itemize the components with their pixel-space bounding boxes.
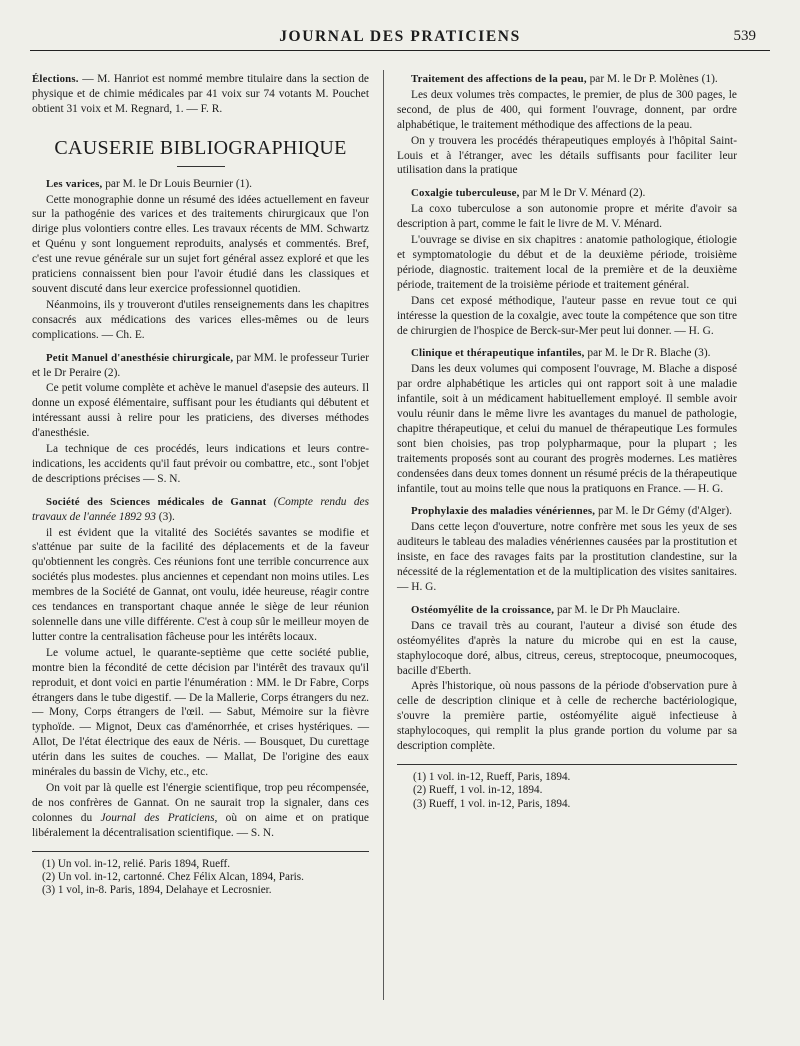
entry-coxalgie (397, 186, 737, 338)
page-number: 539 (733, 28, 756, 44)
entry-gannat (32, 495, 369, 841)
anesthesie-heading: Petit Manuel d'anesthésie chirurgicale, (46, 351, 234, 364)
footnotes-right (397, 771, 737, 811)
coxalgie-heading-line (397, 186, 737, 201)
osteomyelite-p1: Dans ce travail très au courant, l'auteur a divisé son étude des ostéomyélites d'après la nature du microbe qui en est la cause, staphylocoque doré, albus, citreus, cereus, streptocoque, pneumocoques, bacille d'Eberth. (397, 619, 737, 677)
gannat-heading-line (32, 495, 369, 525)
varices-byline: par M. le Dr Louis Beurnier (1). (102, 177, 252, 190)
entry-osteomyelite (397, 603, 737, 754)
gannat-p3-text: On voit par là quelle est l'énergie scientifique, trop peu récompensée, de nos confrères de Gannat. On ne saurait trop la signaler, dans ces colonnes du (32, 781, 369, 824)
gannat-p1: il est évident que la vitalité des Sociétés savantes se modifie et s'atténue par suite de la facilité des déplacements et de la faveur qu'obtiennent les congrès. Ces réunions font une terrible concurrence aux sociétés plus modestes. plus anciennes et cependant non moins utiles. Les membres de la Société de Gannat, ont voulu, idée heureuse, réagir contre ces tendances en transportant chaque année le siège de leur réunion solennelle dans une ville différente. C'est à coup sûr le meilleur moyen de lutter contre la centralisation fâcheuse pour les intérêts locaux. (32, 526, 369, 643)
anesthesie-p1: Ce petit volume complète et achève le manuel d'asepsie des auteurs. Il donne un exposé élémentaire, suffisant pour les étudiants qui débutent et intéressant aussi à relire pour les praticiens, des diverses méthodes d'anesthésie. (32, 382, 369, 440)
footnote-2: (2) Un vol. in-12, cartonné. Chez Félix Alcan, 1894, Paris. (42, 871, 304, 883)
infantiles-heading-line (397, 346, 737, 361)
peau-p2: On y trouvera les procédés thérapeutiques employés à l'hôpital Saint-Louis et à l'étranger, avec les détails suffisants pour faciliter leur utilisation dans la pratique (397, 134, 737, 177)
osteomyelite-p2: Après l'historique, où nous passons de la période d'observation pure à celle de description clinique et à celle de recherche bactériologique, s'ouvre la première partie, ostéomyélite aiguë infectieuse à staphylocoques, qui remplit la plus grande portion du volume par sa description complète. (397, 680, 737, 753)
gannat-p3-journal: Journal des Praticiens (100, 811, 215, 824)
osteomyelite-heading-line (397, 603, 737, 618)
coxalgie-byline: par M le Dr V. Ménard (2). (519, 187, 646, 200)
entry-prophylaxie (397, 504, 737, 594)
infantiles-byline: par M. le Dr R. Blache (3). (584, 347, 711, 360)
entry-peau (397, 72, 737, 178)
anesthesie-heading-line (32, 351, 369, 381)
prophylaxie-heading-line (397, 504, 737, 519)
varices-heading-line (32, 177, 369, 192)
entry-infantiles (397, 346, 737, 496)
footnote-1: (1) Un vol. in-12, relié. Paris 1894, Rueff. (42, 857, 231, 870)
peau-byline: par M. le Dr P. Molènes (1). (586, 73, 718, 85)
coxalgie-p2: L'ouvrage se divise en six chapitres : anatomie pathologique, étiologie et symptomatologie du début et de la deuxième période, troisième période, diagnostic. traitement local de la première et de la deuxième période, traitement de la troisième période et traitement général. (397, 234, 737, 291)
anesthesie-p2: La technique de ces procédés, leurs indications et leurs contre-indications, les accidents qu'il faut prévoir ou combattre, etc., sont l'objet de descriptions précises — S. N. (32, 443, 369, 485)
entry-elections (32, 72, 369, 117)
elections-text: — M. Hanriot est nommé membre titulaire dans la section de physique et de chimie médicales par 41 voix sur 74 votants M. Pouchet obtient 31 voix et M. Regnard, 1. — F. R. (32, 73, 369, 115)
footnote-right-3: (3) Rueff, 1 vol. in-12, Paris, 1894. (413, 797, 571, 810)
coxalgie-heading: Coxalgie tuberculeuse, (411, 187, 520, 200)
gannat-heading: Société des Sciences médicales de Gannat (46, 495, 267, 508)
footnotes-rule-right (397, 764, 737, 765)
infantiles-p1: Dans les deux volumes qui composent l'ouvrage, M. Blache a disposé par ordre alphabétique les articles qui ont rapport soit à une maladie infantile, soit à un médicament habituellement employé. Il semble avoir voulu réunir dans le même livre les avantages du manuel de pathologie, chapitre thérapeutique, et celui du manuel de thérapeutique Les formules sont bien choisies, pas trop polypharmaque, pour la plupart ; les traitements proposés sont au courant des progrès modernes. Les matières condensées dans deux tomes donnent un résumé précis de la thérapeutique infantile, tout au moins telle que nous la pratiquons en France. — H. G. (397, 363, 737, 495)
left-column (32, 72, 369, 898)
coxalgie-p3: Dans cet exposé méthodique, l'auteur passe en revue tout ce qui intéresse la question de la coxalgie, avec toute la compétence que son titre de chirurgien de l'hospice de Berck-sur-Mer peut lui donner. — H. G. (397, 294, 737, 337)
infantiles-heading: Clinique et thérapeutique infantiles, (411, 347, 585, 360)
running-head (30, 28, 770, 51)
osteomyelite-byline: par M. le Dr Ph Mauclaire. (554, 603, 681, 616)
gannat-after: (3). (155, 510, 175, 523)
gannat-p2: Le volume actuel, le quarante-septième que cette société publie, montre bien la fécondité de cette décision par l'intérêt des travaux qu'il reproduit, et dont voici en partie l'énumération : MM. le Dr Fabre, Corps étrangers dans le tube digestif. — De la Mallerie, Corps étrangers du nez. — Mony, Corps étrangers de l'œil. — Sabut, Mémoire sur la fièvre typhoïde. — Mignot, Deux cas d'aménorrhée, et crises hystériques. — Allot, De l'état électrique des eaux de Néris. — Bousquet, Du curettage utérin dans les suites de couches. — Mallat, De l'origine des eaux minérales du bassin de Vichy, etc., etc. (32, 646, 369, 779)
gannat-p3 (32, 781, 369, 841)
peau-p1: Les deux volumes très compactes, le premier, de plus de 300 pages, le second, de plus de 400, qui forment l'ouvrage, donnent, par ordre alphabétique, le traitement méthodique des affections de la peau. (397, 88, 737, 131)
varices-heading: Les varices, (46, 177, 103, 190)
footnotes-rule (32, 851, 369, 852)
footnote-3: (3) 1 vol, in-8. Paris, 1894, Delahaye et Lecrosnier. (42, 884, 272, 897)
peau-heading: Traitement des affections de la peau, (411, 73, 587, 85)
anesthesie-byline: par MM. le professeur Turier et le Dr Peraire (2). (32, 351, 369, 379)
gannat-p3-end: , où on aime et on pratique libéralement la décentralisation scientifique. — S. N. (32, 811, 369, 839)
column-divider (383, 70, 384, 1000)
prophylaxie-p1: Dans cette leçon d'ouverture, notre confrère met sous les yeux de ses auditeurs le tableau des maladies vénériennes causées par la prostitution et insiste, en face des ravages faits par la prostitution clandestine, sur la nécessité de la réglementation et de la multiplication des visites sanitaires. — H. G. (397, 521, 737, 593)
elections-paragraph (32, 72, 369, 117)
entry-varices (32, 177, 369, 343)
gannat-italic: (Compte rendu des travaux de l'année 1892 93 (32, 495, 370, 523)
coxalgie-p1: La coxo tuberculose a son autonomie propre et mérite d'avoir sa description à part, comme le fait le livre de M. V. Ménard. (397, 203, 737, 231)
varices-p1: Cette monographie donne un résumé des idées actuellement en faveur sur la pathogénie des varices et des traitements chirurgicaux que l'on dirige plus volontiers contre elles. Les travaux récents de MM. Schwartz et Quénu y sont longuement reproduits, analysés et commentés. Bref, c'est une revue générale sur un sujet fort général assez exploré et que les praticiens connaissent bien pour l'avoir étudié dans les classiques et souvent discuté dans leur exercice professionnel quotidien. (32, 193, 369, 295)
section-title: CAUSERIE BIBLIOGRAPHIQUE (54, 136, 347, 159)
footnote-right-2: (2) Rueff, 1 vol. in-12, 1894. (413, 784, 543, 797)
osteomyelite-heading: Ostéomyélite de la croissance, (411, 603, 555, 616)
right-column (397, 72, 737, 811)
footnote-right-1: (1) 1 vol. in-12, Rueff, Paris, 1894. (413, 770, 571, 783)
section-title-rule (177, 166, 225, 167)
elections-heading: Élections. (32, 73, 79, 85)
peau-heading-line (397, 72, 737, 87)
varices-p2: Néanmoins, ils y trouveront d'utiles renseignements dans les chapitres consacrés aux médications des varices elles-mêmes ou de leurs complications. — Ch. E. (32, 298, 369, 341)
prophylaxie-byline: par M. le Dr Gémy (d'Alger). (595, 505, 732, 518)
entry-anesthesie (32, 351, 369, 487)
prophylaxie-heading: Prophylaxie des maladies vénériennes, (411, 505, 596, 518)
journal-title: JOURNAL DES PRATICIENS (279, 28, 521, 45)
